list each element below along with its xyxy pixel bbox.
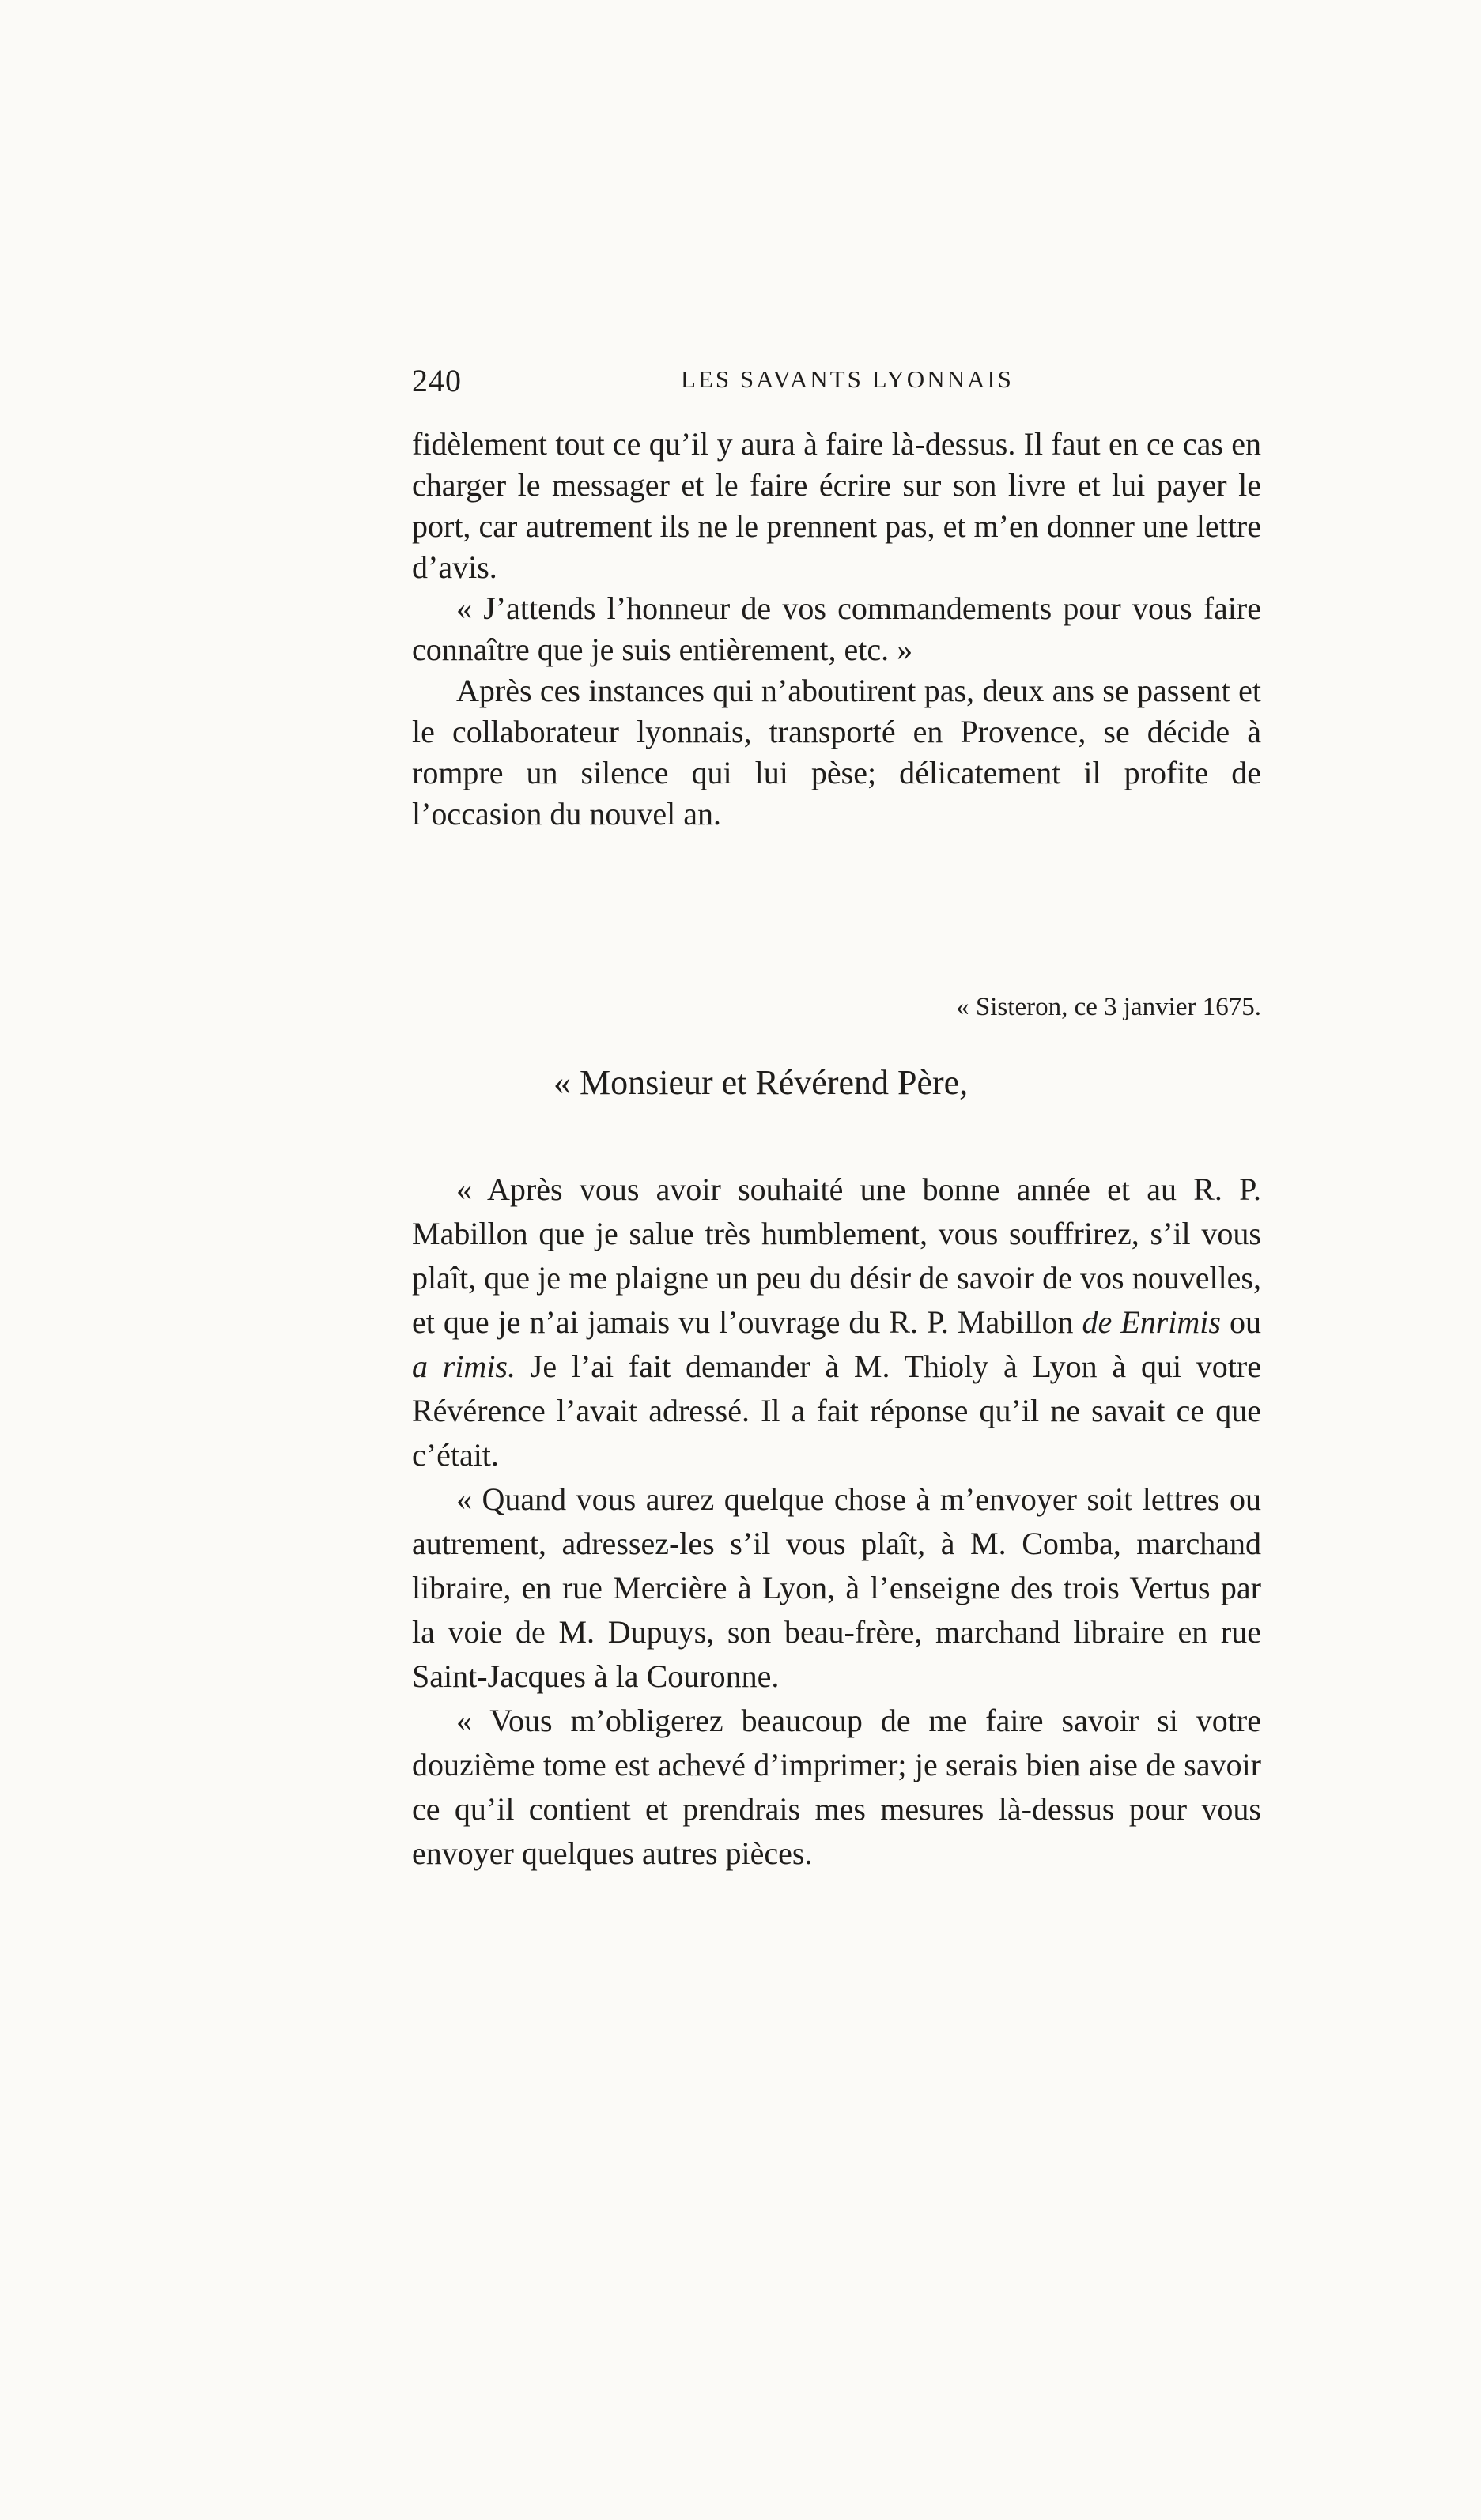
letter-paragraph-1-text-b: ou [1220, 1304, 1261, 1340]
intro-paragraph-1: fidèlement tout ce qu’il y aura à faire là-dessus. Il faut en ce cas en charger le messager et le faire écrire sur son livre et lui payer le port, car autrement ils ne le prennent pas, et m’en donner une lettre d’avis. [412, 426, 1261, 585]
letter-paragraph-2: « Quand vous aurez quelque chose à m’envoyer soit lettres ou autrement, adressez-les s’il vous plaît, à M. Comba, marchand libraire, en rue Mercière à Lyon, à l’enseigne des trois Vertus par la voie de M. Dupuys, son beau-frère, marchand libraire en rue Saint-Jacques à la Couronne. [412, 1481, 1261, 1694]
page-number: 240 [412, 363, 462, 398]
italic-title-2: a rimis. [412, 1349, 516, 1384]
intro-paragraph-3: Après ces instances qui n’aboutirent pas, deux ans se passent et le collaborateur lyonnais, transporté en Provence, se décide à rompre un silence qui lui pèse; délicatement il profite de l’occasion du nouvel an. [412, 673, 1261, 832]
letter-paragraph-3: « Vous m’obligerez beaucoup de me faire savoir si votre douzième tome est achevé d’imprimer; je serais bien aise de savoir ce qu’il contient et prendrais mes mesures là-dessus pour vous envoyer quelques autres pièces. [412, 1703, 1261, 1871]
letter-paragraph-1-text-a: « Après vous avoir souhaité une bonne année et au R. P. Mabillon que je salue très humblement, vous souffrirez, s’il vous plaît, que je me plaigne un peu du désir de savoir de vos nouvelles, et que je n’ai jamais vu l’ouvrage du R. P. Mabillon [412, 1171, 1261, 1340]
running-title: LES SAVANTS LYONNAIS [681, 365, 1014, 393]
letter-paragraph-1-text-c: Je l’ai fait demander à M. Thioly à Lyon à qui votre Révérence l’avait adressé. Il a fait réponse qu’il ne savait ce que c’était. [412, 1349, 1261, 1473]
italic-title-1: de Enrimis [1082, 1304, 1221, 1340]
page-header [412, 362, 1261, 409]
letter-salutation: « Monsieur et Révérend Père, [553, 1063, 969, 1102]
letter-dateline: « Sisteron, ce 3 janvier 1675. [956, 993, 1261, 1021]
letter-paragraph-1 [412, 1168, 1261, 1477]
intro-paragraph-2: « J’attends l’honneur de vos commandements pour vous faire connaître que je suis entièrement, etc. » [412, 590, 1261, 667]
letter-body [412, 1168, 1261, 1876]
intro-text [412, 424, 1261, 835]
